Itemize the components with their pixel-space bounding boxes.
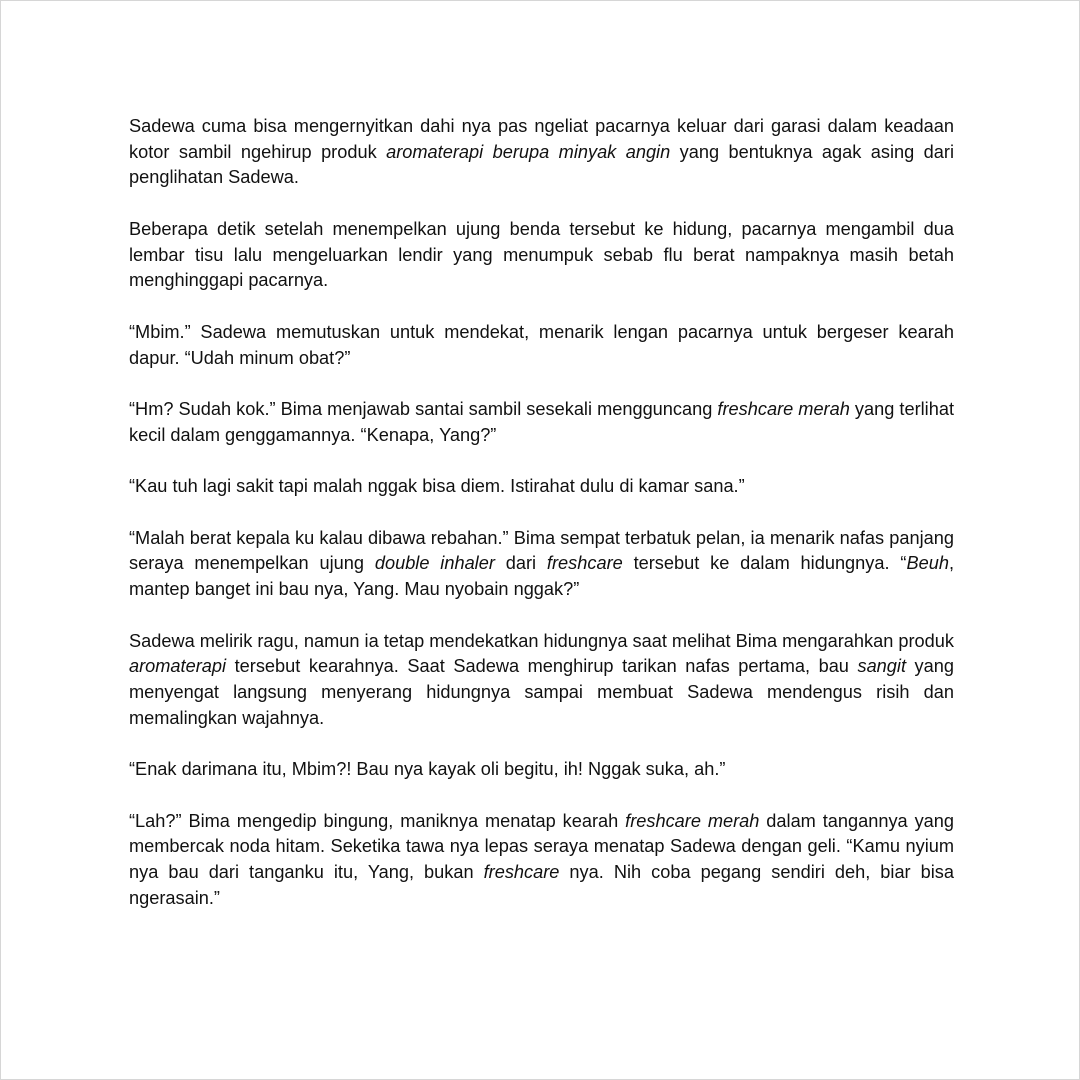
- italic-text-run: freshcare merah: [625, 810, 760, 831]
- paragraph: [129, 526, 954, 603]
- text-run: dari: [494, 553, 547, 574]
- text-run: tersebut ke dalam hidungnya. “: [622, 553, 907, 574]
- paragraph: [129, 217, 954, 294]
- text-run: “Mbim.” Sadewa memutuskan untuk mendekat, menarik lengan pacarnya untuk bergeser kearah dapur. “Udah minum obat?”: [129, 321, 954, 368]
- text-run: Beberapa detik setelah menempelkan ujung benda tersebut ke hidung, pacarnya mengambil dua lembar tisu lalu mengeluarkan lendir yang menumpuk sebab flu berat nampaknya masih betah menghinggapi pacarnya.: [129, 218, 954, 291]
- paragraph: [129, 809, 954, 912]
- text-run: tersebut kearahnya. Saat Sadewa menghirup tarikan nafas pertama, bau: [226, 656, 858, 677]
- paragraph: [129, 474, 954, 500]
- italic-text-run: freshcare: [546, 553, 623, 574]
- text-run: “Enak darimana itu, Mbim?! Bau nya kayak oli begitu, ih! Nggak suka, ah.”: [129, 759, 726, 780]
- paragraph: [129, 320, 954, 371]
- italic-text-run: aromaterapi: [129, 656, 227, 677]
- italic-text-run: sangit: [857, 656, 907, 677]
- text-run: Sadewa melirik ragu, namun ia tetap mendekatkan hidungnya saat melihat Bima mengarahkan produk: [129, 630, 954, 651]
- text-run: , mantep banget ini bau nya, Yang. Mau nyobain nggak?”: [129, 553, 954, 600]
- text-run: nya. Nih coba pegang sendiri deh, biar bisa ngerasain.”: [129, 862, 954, 908]
- italic-text-run: freshcare: [483, 862, 560, 883]
- document-body: [129, 114, 954, 937]
- italic-text-run: freshcare merah: [717, 399, 850, 420]
- italic-text-run: aromaterapi berupa minyak angin: [386, 141, 671, 162]
- text-run: yang terlihat kecil dalam genggamannya. “Kenapa, Yang?”: [129, 399, 955, 445]
- italic-text-run: Beuh: [906, 553, 949, 574]
- text-run: dalam tangannya yang membercak noda hitam. Seketika tawa nya lepas seraya menatap Sadewa dengan geli. “Kamu nyium nya bau dari tanganku itu, Yang, bukan: [129, 810, 955, 883]
- text-run: “Lah?” Bima mengedip bingung, maniknya menatap kearah: [129, 810, 626, 831]
- italic-text-run: double inhaler: [374, 553, 495, 574]
- text-run: Sadewa cuma bisa mengernyitkan dahi nya pas ngeliat pacarnya keluar dari garasi dalam keadaan kotor sambil ngehirup produk: [129, 116, 954, 162]
- text-run: yang bentuknya agak asing dari penglihatan Sadewa.: [129, 141, 954, 188]
- text-run: “Kau tuh lagi sakit tapi malah nggak bisa diem. Istirahat dulu di kamar sana.”: [129, 476, 745, 497]
- paragraph: [129, 757, 954, 783]
- text-run: yang menyengat langsung menyerang hidungnya sampai membuat Sadewa mendengus risih dan memalingkan wajahnya.: [129, 656, 954, 728]
- text-run: “Malah berat kepala ku kalau dibawa rebahan.” Bima sempat terbatuk pelan, ia menarik nafas panjang seraya menempelkan ujung: [129, 527, 954, 574]
- paragraph: [129, 397, 954, 448]
- paragraph: [129, 114, 954, 191]
- paragraph: [129, 629, 954, 732]
- text-run: “Hm? Sudah kok.” Bima menjawab santai sambil sesekali mengguncang: [129, 399, 718, 420]
